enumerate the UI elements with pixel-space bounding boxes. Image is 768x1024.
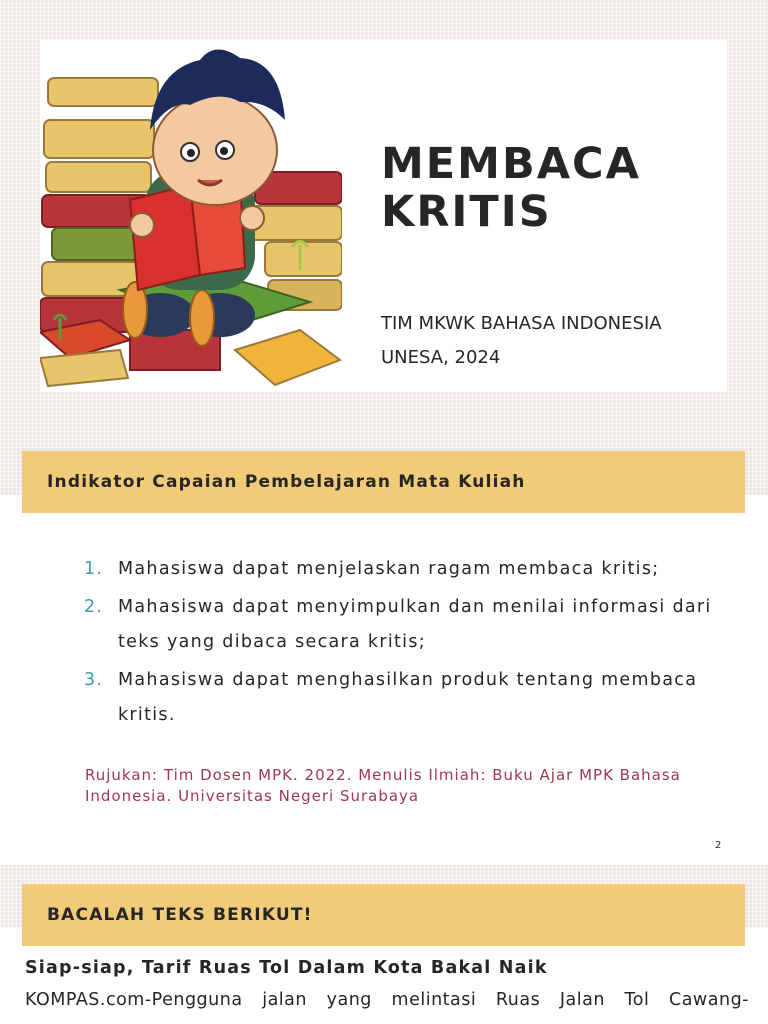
list-item-number: 2. bbox=[84, 597, 104, 617]
article-body: KOMPAS.com-Pengguna jalan yang melintasi Ruas Jalan Tol Cawang- bbox=[25, 990, 749, 1010]
list-item bbox=[84, 552, 724, 587]
subtitle-institution-year: UNESA, 2024 bbox=[381, 347, 501, 368]
slide-title: MEMBACA KRITIS bbox=[381, 139, 641, 237]
list-item-number: 1. bbox=[84, 559, 104, 579]
boy-reading-on-books-illustration bbox=[40, 40, 342, 392]
reference-note: Rujukan: Tim Dosen MPK. 2022. Menulis Ilmiah: Buku Ajar MPK Bahasa Indonesia. Universitas Negeri Surabaya bbox=[85, 766, 681, 805]
objectives-heading-band bbox=[22, 451, 745, 513]
list-item bbox=[84, 590, 724, 660]
list-item bbox=[84, 663, 724, 733]
list-item-text: Mahasiswa dapat menjelaskan ragam membaca kritis; bbox=[118, 559, 660, 579]
subtitle-team: TIM MKWK BAHASA INDONESIA bbox=[381, 313, 662, 334]
objectives-list bbox=[84, 552, 724, 736]
list-item-number: 3. bbox=[84, 670, 104, 690]
reading-heading: BACALAH TEKS BERIKUT! bbox=[47, 905, 313, 925]
objectives-heading: Indikator Capaian Pembelajaran Mata Kuliah bbox=[47, 472, 526, 492]
article-title: Siap-siap, Tarif Ruas Tol Dalam Kota Bakal Naik bbox=[25, 958, 548, 978]
slide-subtitle bbox=[381, 307, 662, 375]
list-item-text: Mahasiswa dapat menghasilkan produk tentang membaca kritis. bbox=[118, 670, 698, 725]
list-item-text: Mahasiswa dapat menyimpulkan dan menilai informasi dari teks yang dibaca secara kritis; bbox=[118, 597, 712, 652]
title-slide bbox=[40, 40, 727, 392]
page-number: 2 bbox=[715, 840, 722, 851]
reading-heading-band bbox=[22, 884, 745, 946]
